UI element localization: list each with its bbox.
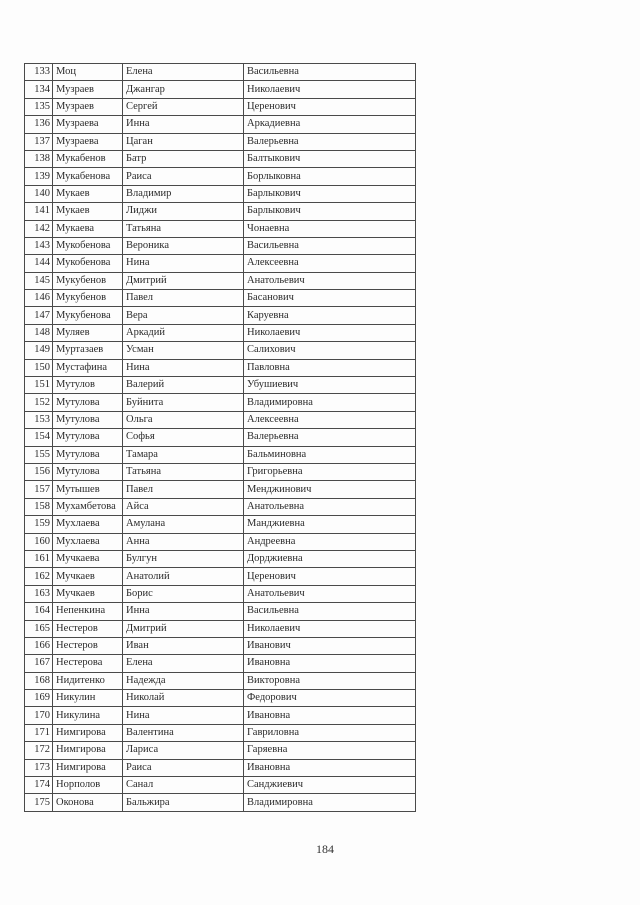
given-name-cell: Булгун (123, 550, 244, 567)
surname-cell: Мутышев (53, 481, 123, 498)
patronymic-cell: Павловна (244, 359, 416, 376)
table-row (25, 237, 416, 254)
row-number-cell: 168 (25, 672, 53, 689)
patronymic-cell: Балтыкович (244, 150, 416, 167)
table-row (25, 724, 416, 741)
given-name-cell: Валентина (123, 724, 244, 741)
given-name-cell: Валерий (123, 377, 244, 394)
row-number-cell: 151 (25, 377, 53, 394)
table-row (25, 324, 416, 341)
patronymic-cell: Иванович (244, 637, 416, 654)
patronymic-cell: Алексеевна (244, 411, 416, 428)
given-name-cell: Владимир (123, 185, 244, 202)
given-name-cell: Нина (123, 707, 244, 724)
table-row (25, 359, 416, 376)
given-name-cell: Тамара (123, 446, 244, 463)
row-number-cell: 148 (25, 324, 53, 341)
page-number: 184 (316, 842, 334, 856)
table-row (25, 585, 416, 602)
given-name-cell: Софья (123, 429, 244, 446)
row-number-cell: 147 (25, 307, 53, 324)
surname-cell: Мустафина (53, 359, 123, 376)
surname-cell: Норполов (53, 777, 123, 794)
patronymic-cell: Борлыковна (244, 168, 416, 185)
row-number-cell: 149 (25, 342, 53, 359)
patronymic-cell: Барлыкович (244, 203, 416, 220)
given-name-cell: Дмитрий (123, 272, 244, 289)
surname-cell: Мукубенов (53, 272, 123, 289)
table-row (25, 116, 416, 133)
table-row (25, 81, 416, 98)
surname-cell: Музраев (53, 81, 123, 98)
table-row (25, 377, 416, 394)
row-number-cell: 150 (25, 359, 53, 376)
patronymic-cell: Манджиевна (244, 516, 416, 533)
patronymic-cell: Церенович (244, 98, 416, 115)
given-name-cell: Джангар (123, 81, 244, 98)
patronymic-cell: Николаевич (244, 81, 416, 98)
surname-cell: Нидитенко (53, 672, 123, 689)
patronymic-cell: Владимировна (244, 794, 416, 811)
table-row (25, 203, 416, 220)
row-number-cell: 139 (25, 168, 53, 185)
given-name-cell: Айса (123, 498, 244, 515)
given-name-cell: Анна (123, 533, 244, 550)
given-name-cell: Николай (123, 690, 244, 707)
given-name-cell: Дмитрий (123, 620, 244, 637)
row-number-cell: 145 (25, 272, 53, 289)
given-name-cell: Цаган (123, 133, 244, 150)
row-number-cell: 171 (25, 724, 53, 741)
row-number-cell: 143 (25, 237, 53, 254)
patronymic-cell: Убушиевич (244, 377, 416, 394)
given-name-cell: Нина (123, 359, 244, 376)
table-row (25, 185, 416, 202)
row-number-cell: 160 (25, 533, 53, 550)
table-row (25, 272, 416, 289)
given-name-cell: Анатолий (123, 568, 244, 585)
row-number-cell: 167 (25, 655, 53, 672)
patronymic-cell: Церенович (244, 568, 416, 585)
surname-cell: Мутулова (53, 446, 123, 463)
surname-cell: Никулина (53, 707, 123, 724)
given-name-cell: Елена (123, 64, 244, 81)
row-number-cell: 164 (25, 603, 53, 620)
patronymic-cell: Алексеевна (244, 255, 416, 272)
patronymic-cell: Гаряевна (244, 742, 416, 759)
surname-cell: Мукаев (53, 203, 123, 220)
row-number-cell: 152 (25, 394, 53, 411)
surname-cell: Музраева (53, 133, 123, 150)
table-row (25, 98, 416, 115)
table-row (25, 133, 416, 150)
surname-cell: Музраев (53, 98, 123, 115)
surname-cell: Мутулова (53, 394, 123, 411)
patronymic-cell: Григорьевна (244, 463, 416, 480)
row-number-cell: 166 (25, 637, 53, 654)
given-name-cell: Нина (123, 255, 244, 272)
surname-cell: Мукаева (53, 220, 123, 237)
table-row (25, 777, 416, 794)
patronymic-cell: Федорович (244, 690, 416, 707)
given-name-cell: Лиджи (123, 203, 244, 220)
table-row (25, 516, 416, 533)
table-row (25, 794, 416, 811)
given-name-cell: Бальжира (123, 794, 244, 811)
given-name-cell: Вероника (123, 237, 244, 254)
row-number-cell: 154 (25, 429, 53, 446)
table-row (25, 620, 416, 637)
surname-cell: Нимгирова (53, 742, 123, 759)
surname-cell: Мукаев (53, 185, 123, 202)
table-row (25, 533, 416, 550)
patronymic-cell: Анатольевна (244, 498, 416, 515)
row-number-cell: 170 (25, 707, 53, 724)
surname-cell: Мутулова (53, 429, 123, 446)
patronymic-cell: Салихович (244, 342, 416, 359)
given-name-cell: Амулана (123, 516, 244, 533)
surname-cell: Мутулова (53, 463, 123, 480)
row-number-cell: 169 (25, 690, 53, 707)
surname-cell: Оконова (53, 794, 123, 811)
patronymic-cell: Валерьевна (244, 429, 416, 446)
surname-cell: Мучкаева (53, 550, 123, 567)
row-number-cell: 135 (25, 98, 53, 115)
given-name-cell: Павел (123, 290, 244, 307)
surname-cell: Мухлаева (53, 533, 123, 550)
surname-cell: Нестерова (53, 655, 123, 672)
surname-cell: Никулин (53, 690, 123, 707)
given-name-cell: Раиса (123, 759, 244, 776)
row-number-cell: 153 (25, 411, 53, 428)
row-number-cell: 158 (25, 498, 53, 515)
surname-cell: Муртазаев (53, 342, 123, 359)
table-row (25, 637, 416, 654)
patronymic-cell: Валерьевна (244, 133, 416, 150)
row-number-cell: 144 (25, 255, 53, 272)
row-number-cell: 173 (25, 759, 53, 776)
patronymic-cell: Барлыкович (244, 185, 416, 202)
surname-cell: Непенкина (53, 603, 123, 620)
patronymic-cell: Викторовна (244, 672, 416, 689)
table-row (25, 342, 416, 359)
given-name-cell: Ольга (123, 411, 244, 428)
table-row (25, 568, 416, 585)
table-row (25, 150, 416, 167)
table-row (25, 655, 416, 672)
row-number-cell: 172 (25, 742, 53, 759)
table-row (25, 603, 416, 620)
patronymic-cell: Басанович (244, 290, 416, 307)
row-number-cell: 156 (25, 463, 53, 480)
patronymic-cell: Андреевна (244, 533, 416, 550)
surname-cell: Мутулов (53, 377, 123, 394)
given-name-cell: Татьяна (123, 463, 244, 480)
given-name-cell: Татьяна (123, 220, 244, 237)
surname-cell: Нимгирова (53, 724, 123, 741)
patronymic-cell: Каруевна (244, 307, 416, 324)
given-name-cell: Раиса (123, 168, 244, 185)
table-row (25, 498, 416, 515)
patronymic-cell: Чонаевна (244, 220, 416, 237)
row-number-cell: 138 (25, 150, 53, 167)
patronymic-cell: Николаевич (244, 324, 416, 341)
row-number-cell: 162 (25, 568, 53, 585)
row-number-cell: 165 (25, 620, 53, 637)
table-row (25, 690, 416, 707)
surname-cell: Моц (53, 64, 123, 81)
surname-cell: Мукобенова (53, 255, 123, 272)
surname-cell: Мучкаев (53, 585, 123, 602)
given-name-cell: Вера (123, 307, 244, 324)
given-name-cell: Батр (123, 150, 244, 167)
table-row (25, 255, 416, 272)
given-name-cell: Инна (123, 603, 244, 620)
row-number-cell: 174 (25, 777, 53, 794)
table-row (25, 307, 416, 324)
surname-cell: Мухлаева (53, 516, 123, 533)
row-number-cell: 155 (25, 446, 53, 463)
row-number-cell: 159 (25, 516, 53, 533)
table-row (25, 672, 416, 689)
surname-cell: Мухамбетова (53, 498, 123, 515)
table-row (25, 446, 416, 463)
patronymic-cell: Анатольевич (244, 272, 416, 289)
row-number-cell: 163 (25, 585, 53, 602)
table-row (25, 168, 416, 185)
table-row (25, 429, 416, 446)
given-name-cell: Борис (123, 585, 244, 602)
table-row (25, 759, 416, 776)
surname-cell: Мукабенова (53, 168, 123, 185)
patronymic-cell: Николаевич (244, 620, 416, 637)
table-row (25, 481, 416, 498)
patronymic-cell: Ивановна (244, 707, 416, 724)
row-number-cell: 133 (25, 64, 53, 81)
row-number-cell: 142 (25, 220, 53, 237)
row-number-cell: 134 (25, 81, 53, 98)
row-number-cell: 136 (25, 116, 53, 133)
table-row (25, 463, 416, 480)
roster-table-body (25, 64, 416, 812)
patronymic-cell: Анатольевич (244, 585, 416, 602)
patronymic-cell: Ивановна (244, 759, 416, 776)
table-row (25, 742, 416, 759)
given-name-cell: Буйнита (123, 394, 244, 411)
row-number-cell: 140 (25, 185, 53, 202)
patronymic-cell: Аркадиевна (244, 116, 416, 133)
patronymic-cell: Ивановна (244, 655, 416, 672)
given-name-cell: Усман (123, 342, 244, 359)
given-name-cell: Санал (123, 777, 244, 794)
surname-cell: Нимгирова (53, 759, 123, 776)
patronymic-cell: Санджиевич (244, 777, 416, 794)
surname-cell: Мукабенов (53, 150, 123, 167)
given-name-cell: Лариса (123, 742, 244, 759)
table-row (25, 220, 416, 237)
patronymic-cell: Гавриловна (244, 724, 416, 741)
table-row (25, 290, 416, 307)
given-name-cell: Надежда (123, 672, 244, 689)
given-name-cell: Инна (123, 116, 244, 133)
given-name-cell: Сергей (123, 98, 244, 115)
table-row (25, 550, 416, 567)
surname-cell: Мукубенов (53, 290, 123, 307)
patronymic-cell: Менджинович (244, 481, 416, 498)
given-name-cell: Елена (123, 655, 244, 672)
given-name-cell: Аркадий (123, 324, 244, 341)
table-row (25, 411, 416, 428)
given-name-cell: Иван (123, 637, 244, 654)
surname-cell: Музраева (53, 116, 123, 133)
patronymic-cell: Дорджиевна (244, 550, 416, 567)
patronymic-cell: Владимировна (244, 394, 416, 411)
row-number-cell: 137 (25, 133, 53, 150)
row-number-cell: 175 (25, 794, 53, 811)
surname-cell: Нестеров (53, 620, 123, 637)
surname-cell: Мукобенова (53, 237, 123, 254)
surname-cell: Мукубенова (53, 307, 123, 324)
surname-cell: Муляев (53, 324, 123, 341)
row-number-cell: 161 (25, 550, 53, 567)
row-number-cell: 141 (25, 203, 53, 220)
table-row (25, 64, 416, 81)
table-row (25, 707, 416, 724)
patronymic-cell: Бальминовна (244, 446, 416, 463)
patronymic-cell: Васильевна (244, 64, 416, 81)
row-number-cell: 146 (25, 290, 53, 307)
given-name-cell: Павел (123, 481, 244, 498)
patronymic-cell: Васильевна (244, 237, 416, 254)
roster-table (24, 63, 416, 812)
surname-cell: Мутулова (53, 411, 123, 428)
surname-cell: Мучкаев (53, 568, 123, 585)
row-number-cell: 157 (25, 481, 53, 498)
surname-cell: Нестеров (53, 637, 123, 654)
patronymic-cell: Васильевна (244, 603, 416, 620)
table-row (25, 394, 416, 411)
